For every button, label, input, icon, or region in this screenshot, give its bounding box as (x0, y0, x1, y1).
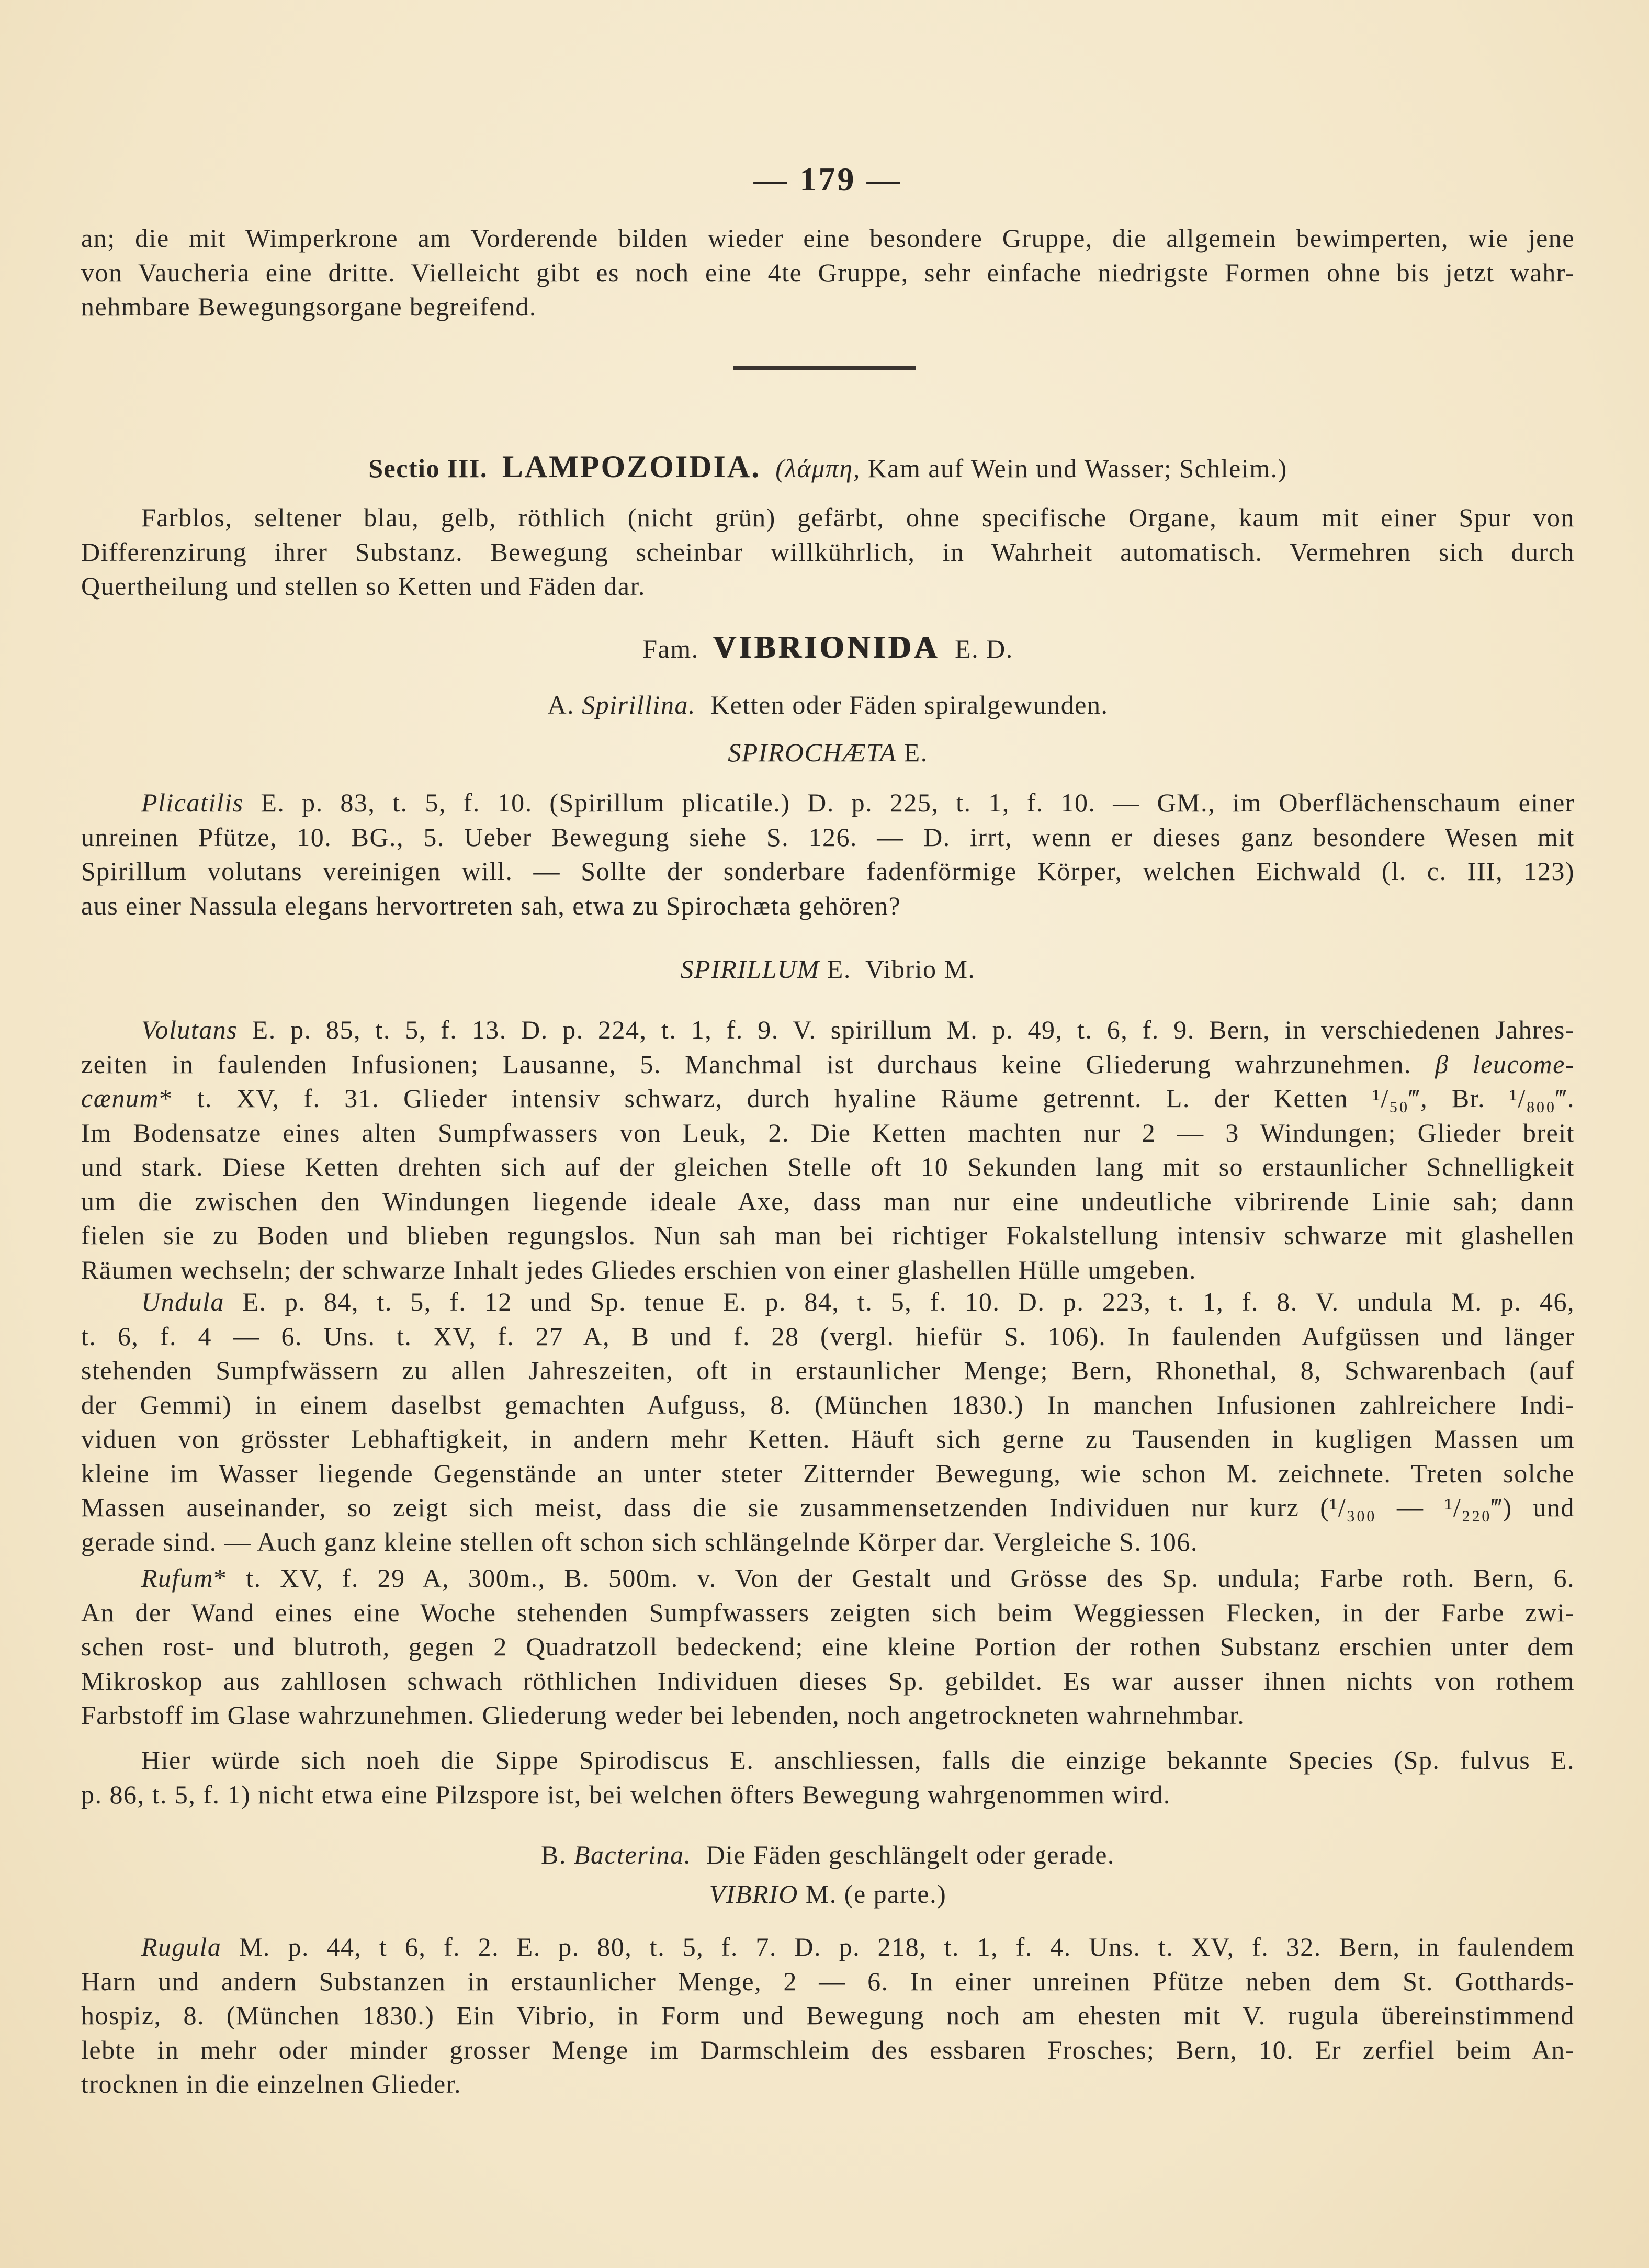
text-segment: Massen auseinander, so zeigt sich meist, dass die sie zusammensetzenden Individuen nur kurz (¹/₃₀₀ — ¹/₂₂₀‴) und (81, 1493, 1575, 1522)
species-volutans (81, 1013, 1575, 1287)
text-line (81, 1457, 1575, 1491)
text-line (81, 1698, 1575, 1733)
text-line (81, 1116, 1575, 1150)
text-segment: zeiten in faulenden Infusionen; Lausanne, 5. Manchmal ist durchaus keine Gliederung wahrzunehmen. (81, 1049, 1436, 1079)
family-prefix: Fam. (642, 634, 699, 663)
family-name: VIBRIONIDA (713, 630, 941, 664)
text-segment: E. p. 85, t. 5, f. 13. D. p. 224, t. 1, f. 9. V. spirillum M. p. 49, t. 6, f. 9. Bern, in verschiedenen Jahres- (238, 1015, 1575, 1044)
text-line (81, 1285, 1575, 1319)
text-segment: gerade sind. — Auch ganz kleine stellen oft schon sich schlängelnde Körper dar. Vergleiche S. 106. (81, 1527, 1198, 1556)
text-segment: unreinen Pfütze, 10. BG., 5. Ueber Bewegung siehe S. 126. — D. irrt, wenn er dieses ganz besondere Wesen mit (81, 822, 1575, 852)
section-etymology: Kam auf Wein und Wasser; Schleim.) (867, 454, 1287, 483)
italic-term: Rufum (141, 1563, 214, 1593)
text-line (81, 1525, 1575, 1560)
italic-term: β leucome- (1435, 1049, 1575, 1079)
section-heading (81, 450, 1575, 484)
text-segment: t. 6, f. 4 — 6. Uns. t. XV, f. 27 A, B und f. 28 (vergl. hiefür S. 106). In faulenden Aufgüssen und länger (81, 1321, 1575, 1351)
genus-author: E. (903, 738, 928, 767)
text-line (81, 1319, 1575, 1354)
text-line (81, 535, 1575, 570)
text-line (81, 1081, 1575, 1116)
section-etymology-greek: (λάμπη, (775, 454, 861, 483)
section-divider (733, 366, 916, 370)
text-segment: der Gemmi) in einem daselbst gemachten Aufguss, 8. (München 1830.) In manchen Infusionen zahlreichere Indi- (81, 1390, 1575, 1419)
text-segment: p. 86, t. 5, f. 1) nicht etwa eine Pilzspore ist, bei welchen öfters Bewegung wahrgenommen wird. (81, 1779, 1171, 1809)
text-line (81, 1596, 1575, 1630)
text-segment: stehenden Sumpfwässern zu allen Jahreszeiten, oft in erstaunlicher Menge; Bern, Rhonethal, 8, Schwarenbach (auf (81, 1356, 1575, 1385)
species-plicatilis (81, 786, 1575, 923)
text-line (81, 1422, 1575, 1457)
text-line (81, 1491, 1575, 1525)
species-rufum (81, 1561, 1575, 1733)
text-line (81, 1047, 1575, 1082)
text-segment: fielen sie zu Boden und blieben regungslos. Nun sah man bei richtiger Fokalstellung intensiv schwarze mit glashellen (81, 1221, 1575, 1250)
text-line (81, 290, 1575, 324)
text-line (81, 1388, 1575, 1423)
text-segment: und stark. Diese Ketten drehten sich auf der gleichen Stelle oft 10 Sekunden lang mit so erstaunlicher Schnelligkeit (81, 1152, 1575, 1181)
genus-spirillum-heading (81, 952, 1575, 987)
text-segment: aus einer Nassula elegans hervortreten sah, etwa zu Spirochæta gehören? (81, 890, 901, 920)
page-number: — 179 — (753, 161, 902, 198)
subgroup-letter: B. (541, 1840, 567, 1869)
genus-synonym: Vibrio M. (865, 954, 976, 984)
italic-term: cænum (81, 1084, 160, 1113)
text-segment: hospiz, 8. (München 1830.) Ein Vibrio, in Form und Bewegung noch am ehesten mit V. rugula übereinstimmend (81, 2001, 1575, 2030)
genus-name: SPIROCHÆTA (728, 738, 897, 767)
text-segment: um die zwischen den Windungen liegende ideale Axe, dass man nur eine undeutliche vibrirende Linie sah; dann (81, 1186, 1575, 1216)
text-line (81, 854, 1575, 889)
genus-spirochaeta-heading (81, 736, 1575, 770)
subgroup-name: Bacterina. (573, 1840, 692, 1869)
text-line (81, 1630, 1575, 1664)
genus-author: M. (805, 1879, 837, 1909)
text-line (81, 221, 1575, 256)
text-segment: Räumen wechseln; der schwarze Inhalt jedes Gliedes erschien von einer glashellen Hülle umgeben. (81, 1255, 1197, 1284)
text-segment: Spirillum volutans vereinigen will. — Sollte der sonderbare fadenförmige Körper, welchen Eichwald (l. c. III, 123) (81, 856, 1575, 886)
subgroup-b-heading (81, 1838, 1575, 1872)
text-line (81, 1930, 1575, 1965)
subgroup-letter: A. (547, 690, 575, 719)
text-segment: Harn und andern Substanzen in erstaunlicher Menge, 2 — 6. In einer unreinen Pfütze neben dem St. Gotthards- (81, 1966, 1575, 1996)
text-segment: E. p. 83, t. 5, f. 10. (Spirillum plicatile.) D. p. 225, t. 1, f. 10. — GM., im Oberflächenschaum einer (243, 788, 1575, 817)
text-line (81, 2067, 1575, 2102)
italic-term: Rugula (141, 1932, 222, 1961)
text-segment: * t. XV, f. 31. Glieder intensiv schwarz, durch hyaline Räume getrennt. L. der Ketten ¹/₅₀‴, Br. ¹/₈₀₀‴. (159, 1084, 1575, 1113)
text-line (81, 1218, 1575, 1253)
text-segment: viduen von grösster Lebhaftigkeit, in andern mehr Ketten. Häuft sich gerne zu Tausenden in kugligen Massen um (81, 1424, 1575, 1453)
species-undula (81, 1285, 1575, 1559)
subgroup-a-heading (81, 688, 1575, 723)
text-segment: An der Wand eines eine Woche stehenden Sumpfwassers zeigten sich beim Weggiessen Flecken, in der Farbe zwi- (81, 1597, 1575, 1627)
text-segment: lebte in mehr oder minder grosser Menge im Darmschleim des essbaren Frosches; Bern, 10. Er zerfiel beim An- (81, 2035, 1575, 2064)
genus-vibrio-heading (81, 1877, 1575, 1912)
text-line (81, 1778, 1575, 1812)
subgroup-description: Ketten oder Fäden spiralgewunden. (710, 690, 1109, 719)
text-segment: Im Bodensatze eines alten Sumpfwassers von Leuk, 2. Die Ketten machten nur 2 — 3 Windungen; Glieder breit (81, 1118, 1575, 1147)
intro-paragraph (81, 221, 1575, 324)
text-line (81, 1743, 1575, 1778)
genus-name: SPIRILLUM (680, 954, 820, 984)
text-line (81, 1013, 1575, 1047)
genus-author: E. (827, 954, 851, 984)
text-segment: Hier würde sich noeh die Sippe Spirodiscus E. anschliessen, falls die einzige bekannte Species (Sp. fulvus E. (141, 1745, 1575, 1775)
text-line (81, 256, 1575, 290)
text-line (81, 786, 1575, 820)
text-line (81, 569, 1575, 604)
text-segment: nehmbare Bewegungsorgane begreifend. (81, 292, 537, 321)
text-segment: kleine im Wasser liegende Gegenstände an unter steter Zitternder Bewegung, wie schon M. zeichnete. Treten solche (81, 1458, 1575, 1488)
spirodiscus-note (81, 1743, 1575, 1812)
family-author: E. D. (955, 634, 1013, 663)
text-segment: Quertheilung und stellen so Ketten und Fäden dar. (81, 571, 646, 601)
text-line (81, 1150, 1575, 1184)
italic-term: Plicatilis (141, 788, 244, 817)
text-line (81, 2033, 1575, 2068)
text-segment: E. p. 84, t. 5, f. 12 und Sp. tenue E. p. 84, t. 5, f. 10. D. p. 223, t. 1, f. 8. V. undula M. p. 46, (224, 1287, 1575, 1316)
text-segment: an; die mit Wimperkrone am Vorderende bilden wieder eine besondere Gruppe, die allgemein bewimperten, wie jene (81, 223, 1575, 253)
genus-name: VIBRIO (709, 1879, 798, 1909)
text-segment: von Vaucheria eine dritte. Vielleicht gibt es noch eine 4te Gruppe, sehr einfache niedrigste Formen ohne bis jetzt wahr- (81, 257, 1575, 287)
text-line (81, 1353, 1575, 1388)
text-line (81, 889, 1575, 923)
text-segment: Differenzirung ihrer Substanz. Bewegung scheinbar willkührlich, in Wahrheit automatisch. Vermehren sich durch (81, 537, 1575, 567)
text-line (81, 1184, 1575, 1219)
species-rugula (81, 1930, 1575, 2102)
text-segment: trocknen in die einzelnen Glieder. (81, 2069, 462, 2098)
text-line (81, 1664, 1575, 1699)
text-segment: Mikroskop aus zahllosen schwach röthlichen Individuen dieses Sp. gebildet. Es war ausser ihnen nichts von rothem (81, 1666, 1575, 1696)
subgroup-name: Spirillina. (582, 690, 696, 719)
text-line (81, 1561, 1575, 1596)
section-description (81, 501, 1575, 604)
text-segment: M. p. 44, t 6, f. 2. E. p. 80, t. 5, f. 7. D. p. 218, t. 1, f. 4. Uns. t. XV, f. 32. Bern, in faulendem (221, 1932, 1575, 1961)
text-line (81, 820, 1575, 855)
family-heading (81, 630, 1575, 665)
italic-term: Volutans (141, 1015, 238, 1044)
genus-note: (e parte.) (844, 1879, 947, 1909)
section-prefix: Sectio III. (368, 454, 488, 483)
text-line (81, 1999, 1575, 2033)
text-line (81, 501, 1575, 535)
italic-term: Undula (141, 1287, 224, 1316)
text-line (81, 1965, 1575, 1999)
text-line (81, 1253, 1575, 1288)
text-segment: schen rost- und blutroth, gegen 2 Quadratzoll bedeckend; eine kleine Portion der rothen Substanz erschien unter dem (81, 1632, 1575, 1661)
text-segment: * t. XV, f. 29 A, 300m., B. 500m. v. Von der Gestalt und Grösse des Sp. undula; Farbe roth. Bern, 6. (213, 1563, 1575, 1593)
text-segment: Farbstoff im Glase wahrzunehmen. Gliederung weder bei lebenden, noch angetrockneten wahrnehmbar. (81, 1700, 1245, 1730)
text-segment: Farblos, seltener blau, gelb, röthlich (nicht grün) gefärbt, ohne specifische Organe, kaum mit einer Spur von (141, 503, 1575, 532)
section-name: LAMPOZOIDIA. (502, 449, 761, 484)
subgroup-description: Die Fäden geschlängelt oder gerade. (706, 1840, 1115, 1869)
